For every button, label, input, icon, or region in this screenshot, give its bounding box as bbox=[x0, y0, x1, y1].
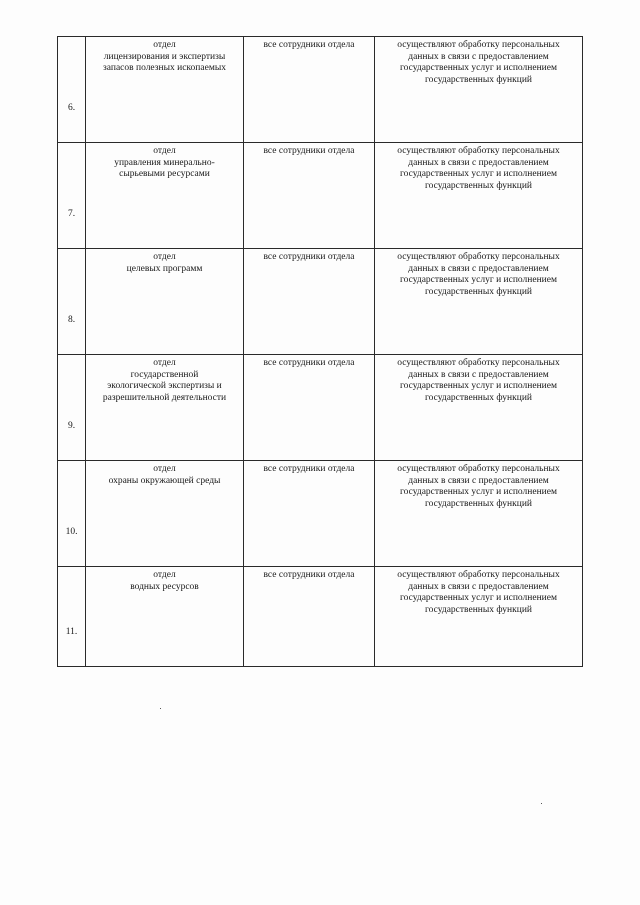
function-line: государственных функций bbox=[424, 604, 532, 615]
function-line: осуществляют обработку персональных bbox=[397, 252, 560, 262]
department-line: лицензирования и экспертизы bbox=[103, 51, 226, 62]
function-line: данных в связи с предоставлением bbox=[408, 51, 549, 62]
row-number: 10. bbox=[58, 461, 86, 567]
department-line: отдел bbox=[153, 252, 176, 262]
department-cell bbox=[86, 143, 244, 249]
function-line: государственных функций bbox=[424, 498, 532, 509]
table-row bbox=[58, 355, 583, 461]
table-row bbox=[58, 567, 583, 667]
department-line: отдел bbox=[153, 464, 176, 474]
department-line: отдел bbox=[153, 358, 176, 368]
personnel-data-table bbox=[57, 36, 583, 667]
table-row bbox=[58, 249, 583, 355]
function-line: государственных функций bbox=[424, 74, 532, 85]
department-cell bbox=[86, 567, 244, 667]
staff-cell: все сотрудники отдела bbox=[244, 37, 375, 143]
department-line: целевых программ bbox=[126, 263, 203, 274]
staff-cell: все сотрудники отдела bbox=[244, 461, 375, 567]
function-line: государственных услуг и исполнением bbox=[399, 593, 557, 603]
function-line: осуществляют обработку персональных bbox=[397, 570, 560, 580]
function-cell bbox=[375, 567, 583, 667]
row-number: 7. bbox=[58, 143, 86, 249]
department-line: управления минерально- bbox=[114, 157, 215, 168]
row-number: 11. bbox=[58, 567, 86, 667]
department-line: разрешительной деятельности bbox=[102, 392, 227, 403]
department-line: отдел bbox=[153, 40, 176, 50]
function-line: государственных функций bbox=[424, 392, 532, 403]
staff-cell: все сотрудники отдела bbox=[244, 355, 375, 461]
function-line: государственных услуг и исполнением bbox=[399, 169, 557, 179]
function-line: осуществляют обработку персональных bbox=[397, 358, 560, 368]
scan-speck bbox=[160, 708, 161, 709]
department-cell bbox=[86, 249, 244, 355]
department-line: сырьевыми ресурсами bbox=[119, 169, 210, 179]
function-cell bbox=[375, 461, 583, 567]
department-line: охраны окружающей среды bbox=[108, 475, 221, 486]
staff-cell: все сотрудники отдела bbox=[244, 567, 375, 667]
function-line: данных в связи с предоставлением bbox=[408, 263, 549, 274]
function-cell bbox=[375, 355, 583, 461]
function-cell bbox=[375, 143, 583, 249]
table-row bbox=[58, 37, 583, 143]
department-cell bbox=[86, 461, 244, 567]
function-line: данных в связи с предоставлением bbox=[408, 369, 549, 380]
row-number: 9. bbox=[58, 355, 86, 461]
function-line: государственных услуг и исполнением bbox=[399, 381, 557, 391]
row-number: 6. bbox=[58, 37, 86, 143]
table-row bbox=[58, 143, 583, 249]
department-cell bbox=[86, 355, 244, 461]
staff-cell: все сотрудники отдела bbox=[244, 249, 375, 355]
row-number: 8. bbox=[58, 249, 86, 355]
department-line: отдел bbox=[153, 570, 176, 580]
function-line: осуществляют обработку персональных bbox=[397, 464, 560, 474]
function-line: государственных функций bbox=[424, 180, 532, 191]
department-line: запасов полезных ископаемых bbox=[103, 63, 226, 73]
function-line: государственных услуг и исполнением bbox=[399, 487, 557, 497]
department-line: экологической экспертизы и bbox=[107, 381, 222, 391]
function-line: данных в связи с предоставлением bbox=[408, 475, 549, 486]
department-line: государственной bbox=[130, 369, 199, 380]
table-row bbox=[58, 461, 583, 567]
department-line: отдел bbox=[153, 146, 176, 156]
staff-cell: все сотрудники отдела bbox=[244, 143, 375, 249]
function-line: государственных услуг и исполнением bbox=[399, 63, 557, 73]
function-line: государственных функций bbox=[424, 286, 532, 297]
function-cell bbox=[375, 249, 583, 355]
function-cell bbox=[375, 37, 583, 143]
function-line: осуществляют обработку персональных bbox=[397, 40, 560, 50]
function-line: данных в связи с предоставлением bbox=[408, 581, 549, 592]
function-line: данных в связи с предоставлением bbox=[408, 157, 549, 168]
department-line: водных ресурсов bbox=[130, 581, 199, 592]
function-line: осуществляют обработку персональных bbox=[397, 146, 560, 156]
function-line: государственных услуг и исполнением bbox=[399, 275, 557, 285]
scan-speck bbox=[541, 803, 542, 804]
department-cell bbox=[86, 37, 244, 143]
